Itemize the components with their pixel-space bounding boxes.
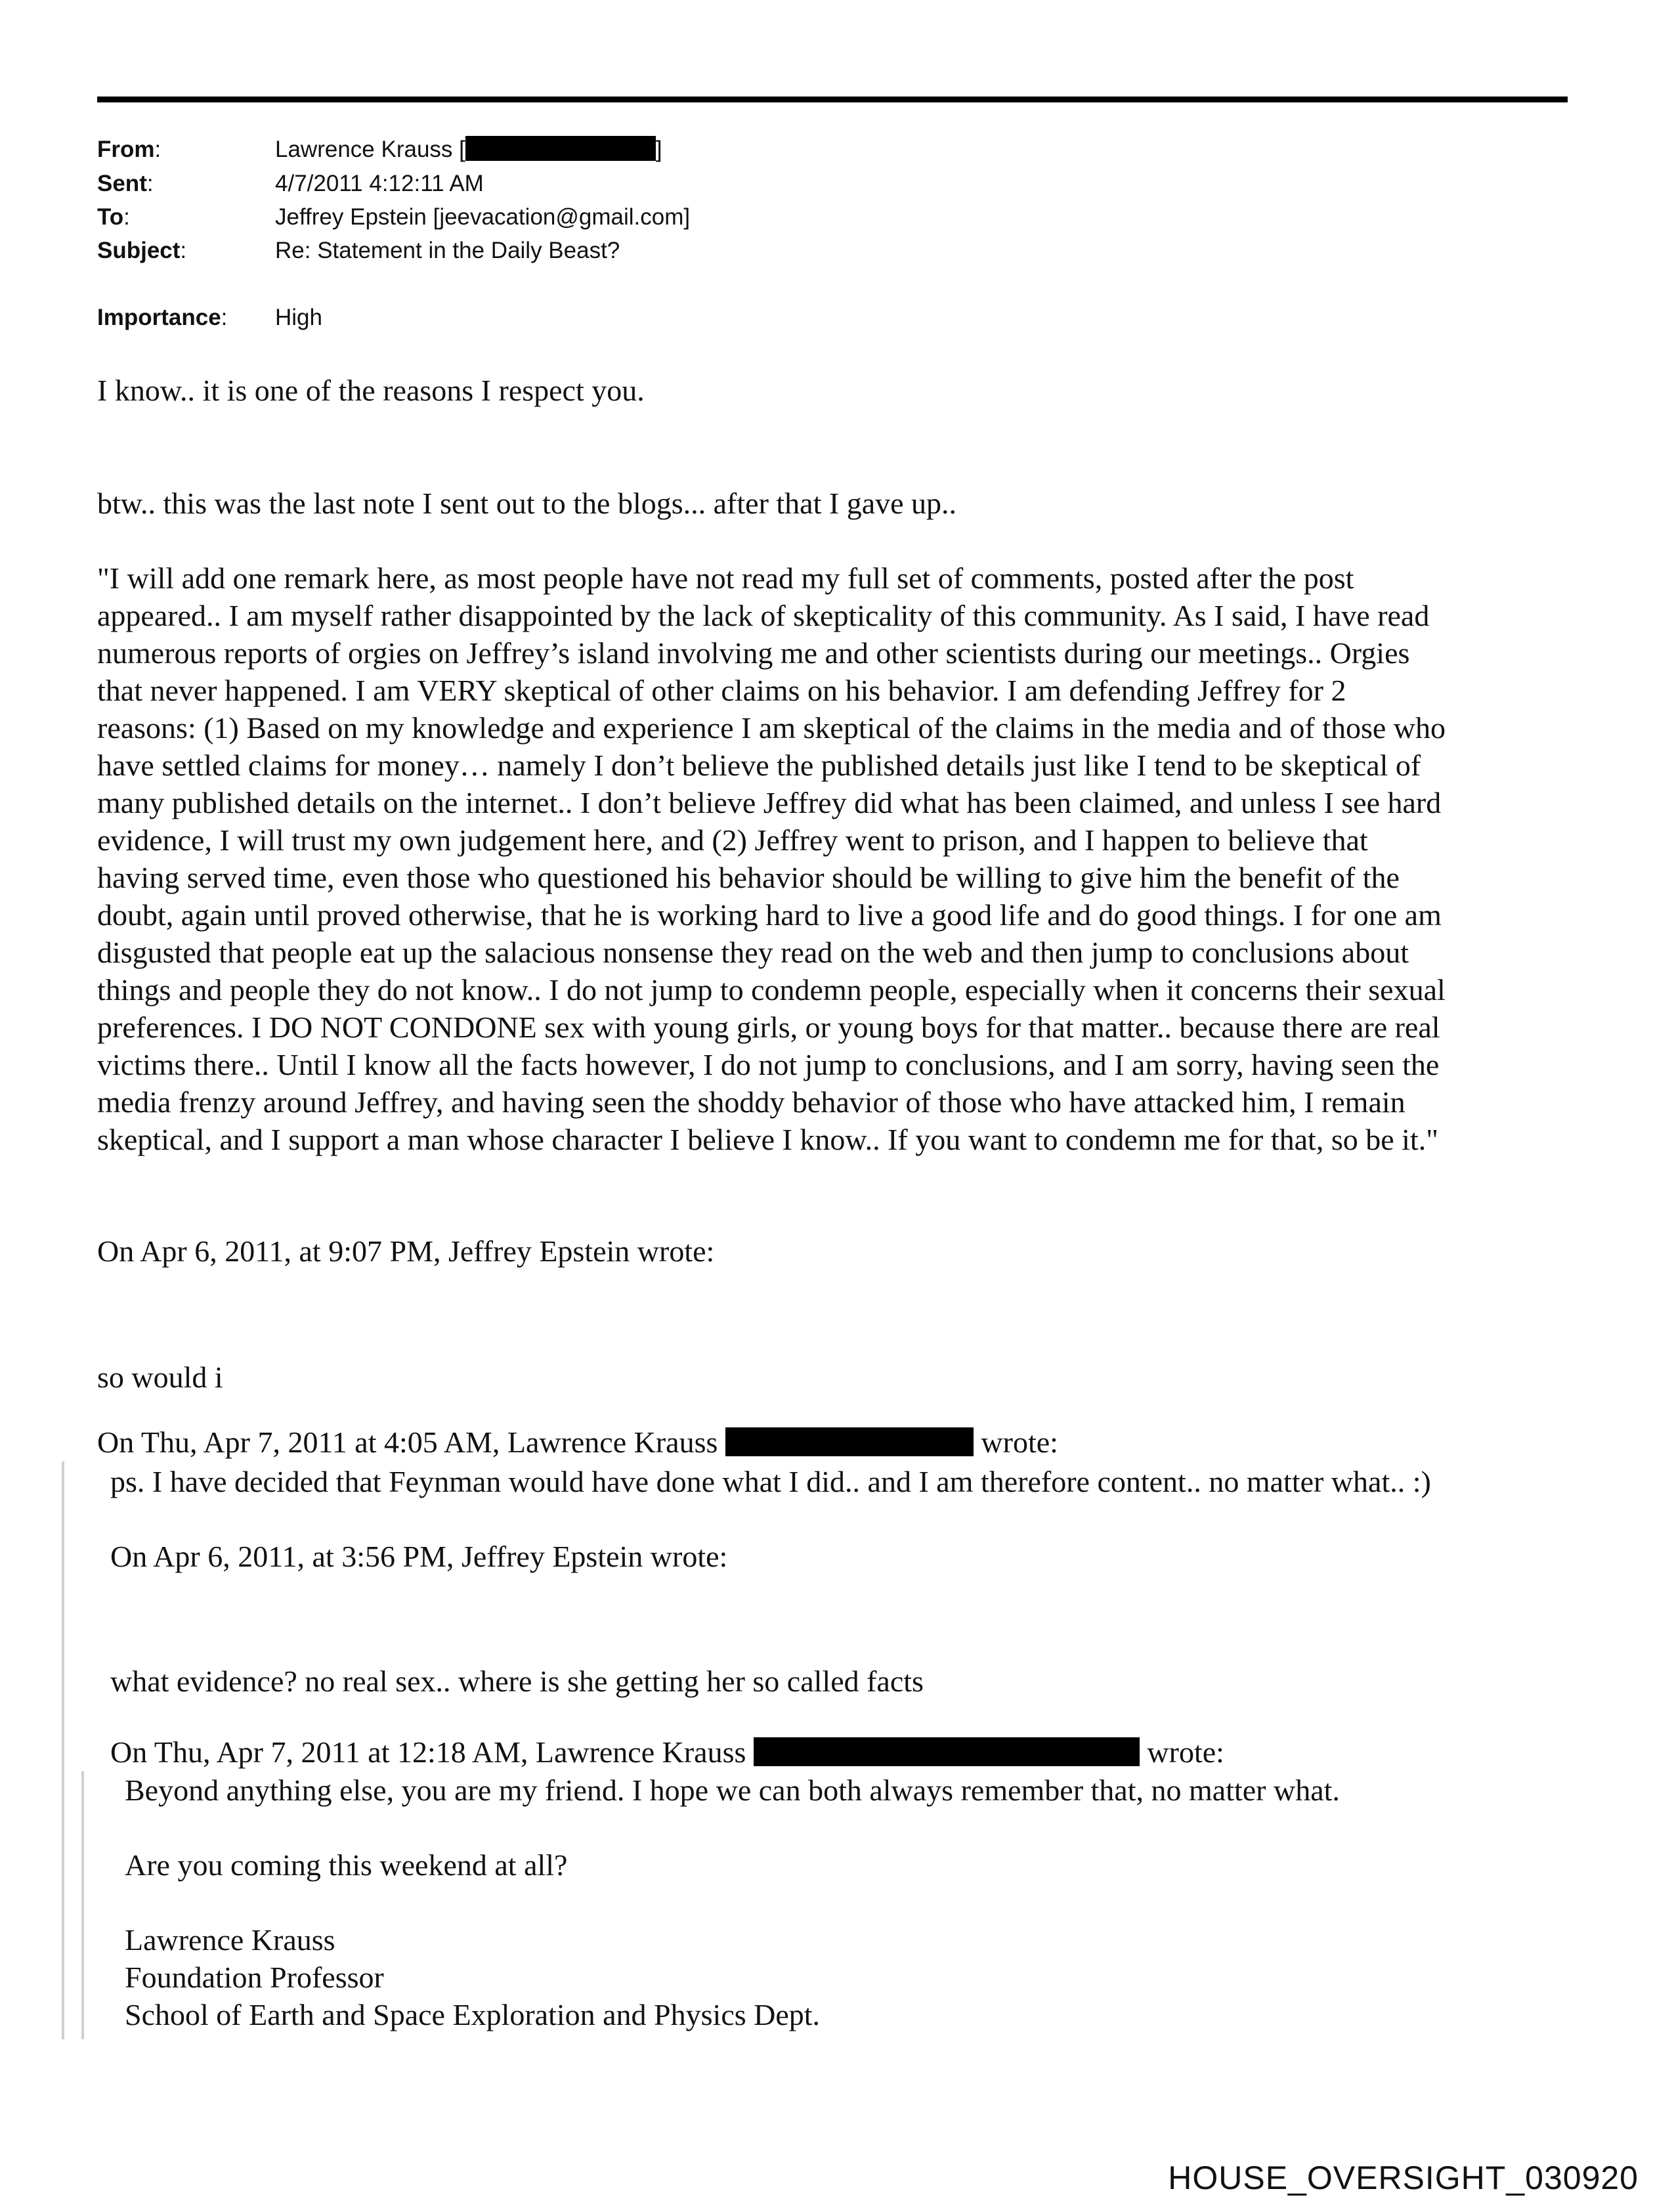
quote-line: doubt, again until proved otherwise, that he is working hard to live a good life and do good things. I for one am: [97, 898, 1442, 932]
signature-title: Foundation Professor: [125, 1961, 384, 1994]
sent-label: Sent:: [97, 171, 154, 196]
body-line-btw: btw.. this was the last note I sent out to the blogs... after that I gave up..: [97, 487, 957, 520]
signature-name: Lawrence Krauss: [125, 1923, 335, 1957]
body-line-respect: I know.. it is one of the reasons I respect you.: [97, 374, 645, 407]
reply-so-would-i: so would i: [97, 1360, 223, 1394]
reply-attribution-epstein-356: On Apr 6, 2011, at 3:56 PM, Jeffrey Epstein wrote:: [110, 1540, 728, 1573]
quote-line: many published details on the internet.. I don’t believe Jeffrey did what has been claimed, and unless I see hard: [97, 786, 1442, 819]
quote-line: disgusted that people eat up the salacious nonsense they read on the web and then jump to conclusions about: [97, 936, 1409, 969]
from-label: From:: [97, 137, 161, 162]
reply-friend-line: Beyond anything else, you are my friend. I hope we can both always remember that, no matter what.: [125, 1773, 1340, 1807]
header-rule: [97, 97, 1568, 102]
to-label: To:: [97, 204, 130, 230]
quote-line: evidence, I will trust my own judgement here, and (2) Jeffrey went to prison, and I happen to believe that: [97, 823, 1368, 857]
quote-line: that never happened. I am VERY skeptical of other claims on his behavior. I am defending Jeffrey for 2: [97, 674, 1346, 707]
quote-line: skeptical, and I support a man whose character I believe I know.. If you want to condemn me for that, so be it.": [97, 1123, 1438, 1156]
quote-level-1-bar: [62, 1462, 64, 2039]
signature-department: School of Earth and Space Exploration and Physics Dept.: [125, 1998, 821, 2031]
reply-attribution-krauss-1218: On Thu, Apr 7, 2011 at 12:18 AM, Lawrence Krauss wrote:: [110, 1735, 1224, 1769]
sent-value: 4/7/2011 4:12:11 AM: [275, 171, 484, 196]
quote-line: things and people they do not know.. I do not jump to condemn people, especially when it concerns their sexual: [97, 973, 1446, 1007]
redaction-box: [725, 1427, 974, 1456]
quote-line: having served time, even those who questioned his behavior should be willing to give him the benefit of the: [97, 861, 1400, 894]
quote-line: preferences. I DO NOT CONDONE sex with young girls, or young boys for that matter.. because there are real: [97, 1010, 1440, 1044]
quote-line: "I will add one remark here, as most people have not read my full set of comments, posted after the post: [97, 561, 1354, 595]
redaction-box: [754, 1737, 1140, 1766]
quote-line: media frenzy around Jeffrey, and having seen the shoddy behavior of those who have attacked him, I remain: [97, 1085, 1406, 1119]
reply-weekend-question: Are you coming this weekend at all?: [125, 1848, 568, 1882]
from-value: Lawrence Krauss [ ]: [275, 137, 662, 162]
quote-level-2-bar: [81, 1771, 84, 2039]
to-value: Jeffrey Epstein [jeevacation@gmail.com]: [275, 204, 691, 230]
reply-attribution-epstein-907: On Apr 6, 2011, at 9:07 PM, Jeffrey Epstein wrote:: [97, 1234, 715, 1268]
importance-label: Importance:: [97, 305, 228, 330]
subject-label: Subject:: [97, 238, 187, 263]
quote-line: numerous reports of orgies on Jeffrey’s island involving me and other scientists during our meetings.. Orgies: [97, 636, 1410, 670]
quote-line: have settled claims for money… namely I don’t believe the published details just like I tend to be skeptical of: [97, 748, 1421, 782]
reply-ps-feynman: ps. I have decided that Feynman would have done what I did.. and I am therefore content.. no matter what.. :): [110, 1465, 1431, 1498]
quote-line: reasons: (1) Based on my knowledge and experience I am skeptical of the claims in the media and of those who: [97, 711, 1446, 745]
reply-what-evidence: what evidence? no real sex.. where is she getting her so called facts: [110, 1664, 924, 1698]
subject-value: Re: Statement in the Daily Beast?: [275, 238, 620, 263]
reply-attribution-krauss-405: On Thu, Apr 7, 2011 at 4:05 AM, Lawrence Krauss wrote:: [97, 1425, 1058, 1459]
quote-line: victims there.. Until I know all the facts however, I do not jump to conclusions, and I am sorry, having seen the: [97, 1048, 1440, 1081]
bates-number: HOUSE_OVERSIGHT_030920: [1168, 2159, 1639, 2196]
importance-value: High: [275, 305, 322, 330]
quote-line: appeared.. I am myself rather disappointed by the lack of skepticality of this community. As I said, I have read: [97, 599, 1430, 632]
redaction-box: [465, 136, 656, 161]
